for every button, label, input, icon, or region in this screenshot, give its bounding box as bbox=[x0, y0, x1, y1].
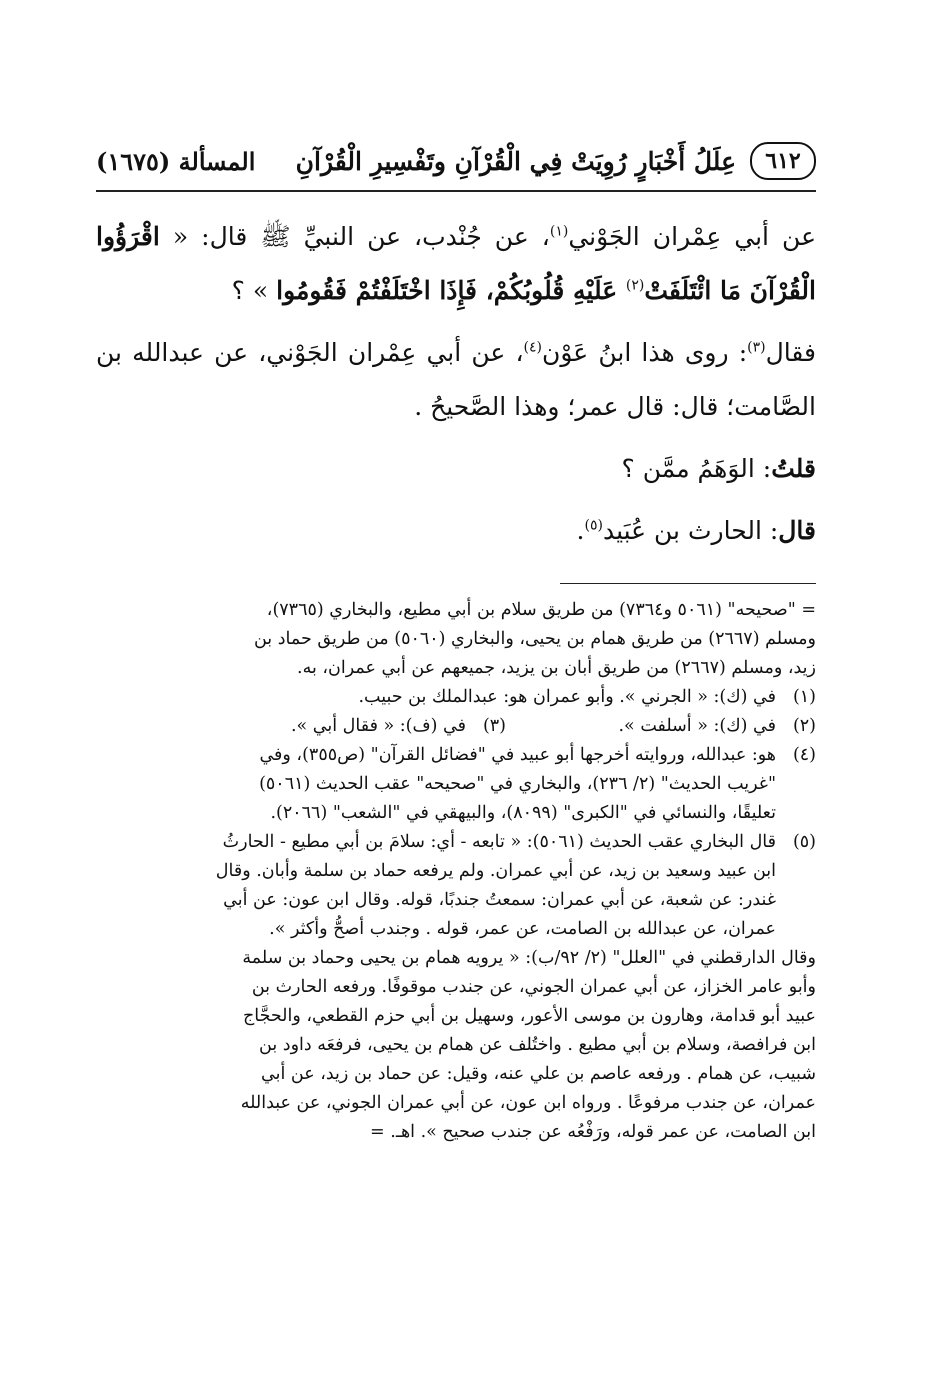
page-number: ٦١٢ bbox=[750, 142, 816, 180]
text: : روى هذا ابنُ عَوْن bbox=[542, 338, 748, 367]
footnote-line: = "صحيحه" (٥٠٦١ و٧٣٦٤) من طريق سلام بن أبي مطيع، والبخاري (٧٣٦٥)، bbox=[266, 600, 816, 620]
text: ، عن جُنْدب، عن النبيِّ ﷺ قال: « bbox=[159, 222, 550, 251]
text: : الحارث بن عُبَيد bbox=[602, 516, 779, 545]
footnote-line: وأبو عامر الخزاز، عن أبي عمران الجوني، عن جندب موقوفًا. ورفعه الحارث بن bbox=[251, 977, 816, 997]
footnote-row-2-3 bbox=[96, 712, 816, 741]
footnote-line: شبيب، عن همام . ورفعه عاصم بن علي عنه، وقيل: عن حماد بن زيد، عن أبي bbox=[261, 1064, 816, 1084]
footnote-body bbox=[96, 741, 776, 828]
text: . bbox=[576, 516, 585, 545]
text: » ؟ bbox=[231, 276, 277, 305]
footnote-line: ومسلم (٢٦٦٧) من طريق همام بن يحيى، والبخاري (٥٠٦٠) من طريق حماد بن bbox=[253, 629, 816, 649]
footnote-ref-5[interactable]: (٥) bbox=[584, 517, 603, 534]
footnote-line: هو: عبدالله، وروايته أخرجها أبو عبيد في "فضائل القرآن" (ص٣٥٥)، وفي bbox=[259, 745, 776, 765]
footnote-ref-2[interactable]: (٢) bbox=[625, 277, 645, 294]
footnote-ref-1[interactable]: (١) bbox=[549, 223, 569, 240]
footnote-line: ابن الصامت، عن عمر قوله، ورَفْعُه عن جندب صحيح ». اهـ. = bbox=[370, 1122, 816, 1142]
text: فقال bbox=[765, 338, 816, 367]
header-divider bbox=[96, 190, 816, 192]
footnote-line: غندر: عن شعبة، عن أبي عمران: سمعتُ جندبًا، قوله. وقال ابن عون: عن أبي bbox=[223, 890, 776, 910]
footnote-line: عمران، عن عبدالله بن الصامت، عن عمر، قوله . وجندب أصحُّ وأكثر ». bbox=[269, 919, 776, 939]
footnote-number: (٣) bbox=[482, 716, 506, 736]
footnotes bbox=[96, 596, 816, 1147]
text: عن أبي عِمْران الجَوْني bbox=[568, 222, 816, 251]
footnote-text: في (ك): « أسلفت ». bbox=[618, 716, 776, 736]
footnote-line: "غريب الحديث" (٢/ ٢٣٦)، والبخاري في "صحيحه" عقب الحديث (٥٠٦١) bbox=[259, 774, 776, 794]
footnote-4 bbox=[96, 741, 816, 828]
footnote-line: عمران، عن جندب مرفوعًا . ورواه ابن عون، عن أبي عمران الجوني، عن عبدالله bbox=[240, 1093, 816, 1113]
footnote-ref-4[interactable]: (٤) bbox=[523, 339, 542, 356]
qala-label: قال bbox=[778, 516, 816, 545]
page-header bbox=[96, 138, 816, 188]
footnote-text: في (ك): « الجرني ». وأبو عمران هو: عبدالملك بن حبيب. bbox=[358, 687, 776, 707]
footnote-ref-3[interactable]: (٣) bbox=[747, 339, 766, 356]
book-title: عِلَلُ أَخْبَارٍ رُوِيَتْ فِي الْقُرْآنِ وتَفْسِيرِ الْقُرْآنِ bbox=[295, 147, 736, 176]
footnote-line: زيد، ومسلم (٢٦٦٧) من طريق أبان بن يزيد، جميعهم عن أبي عمران، به. bbox=[297, 658, 816, 678]
footnote-line: ابن فرافصة، وسلام بن أبي مطيع . واختُلف عن همام بن يحيى، فرفعَه داود بن bbox=[259, 1035, 816, 1055]
issue-label: المسألة (١٦٧٥) bbox=[96, 147, 256, 176]
footnote-5 bbox=[96, 828, 816, 944]
footnote-number: (٥) bbox=[792, 832, 816, 852]
footnote-line: ابن عبيد وسعيد بن زيد، عن أبي عمران. ولم يرفعه حماد بن سلمة وأبان. وقال bbox=[215, 861, 776, 881]
hadith-quote: اقْرَؤُوا الْقُرْآنَ مَا ائْتَلَفَتْ bbox=[96, 222, 816, 305]
text: : الوَهَمُ ممَّن ؟ bbox=[621, 454, 772, 483]
footnote-line: قال البخاري عقب الحديث (٥٠٦١): « تابعه - أي: سلامَ بن أبي مطيع - الحارثُ bbox=[222, 832, 776, 852]
qultu-label: قلتُ bbox=[771, 454, 816, 483]
footnote-line: تعليقًا، والنسائي في "الكبرى" (٨٠٩٩)، والبيهقي في "الشعب" (٢٠٦٦). bbox=[270, 803, 776, 823]
footnote-line: عبيد أبو قدامة، وهارون بن موسى الأعور، وسهيل بن أبي حزم القطعي، والحجَّاج bbox=[242, 1006, 816, 1026]
footnote-number: (٤) bbox=[792, 745, 816, 765]
footnote-line: وقال الدارقطني في "العلل" (٢/ ٩٢/ب): « يرويه همام بن يحيى وحماد بن سلمة bbox=[242, 948, 816, 968]
footnote-body bbox=[96, 828, 776, 944]
main-text bbox=[96, 210, 816, 558]
paragraph-qala bbox=[96, 504, 816, 558]
footnote-number: (١) bbox=[792, 687, 816, 707]
paragraph-question bbox=[96, 210, 816, 318]
text: ، عن أبي عِمْران الجَوْني، عن عبدالله بن الصَّامت؛ قال: قال عمر؛ وهذا الصَّحيحُ . bbox=[96, 338, 816, 421]
paragraph-answer bbox=[96, 326, 816, 434]
footnote-divider bbox=[560, 583, 816, 584]
footnote-text: في (ف): « فقال أبي ». bbox=[290, 716, 466, 736]
footnote-number: (٢) bbox=[792, 716, 816, 736]
hadith-quote: عَلَيْهِ قُلُوبُكُمْ، فَإِذَا اخْتَلَفْتُمْ فَقُومُوا bbox=[276, 276, 626, 305]
footnote-1 bbox=[96, 683, 816, 712]
paragraph-qultu bbox=[96, 442, 816, 496]
